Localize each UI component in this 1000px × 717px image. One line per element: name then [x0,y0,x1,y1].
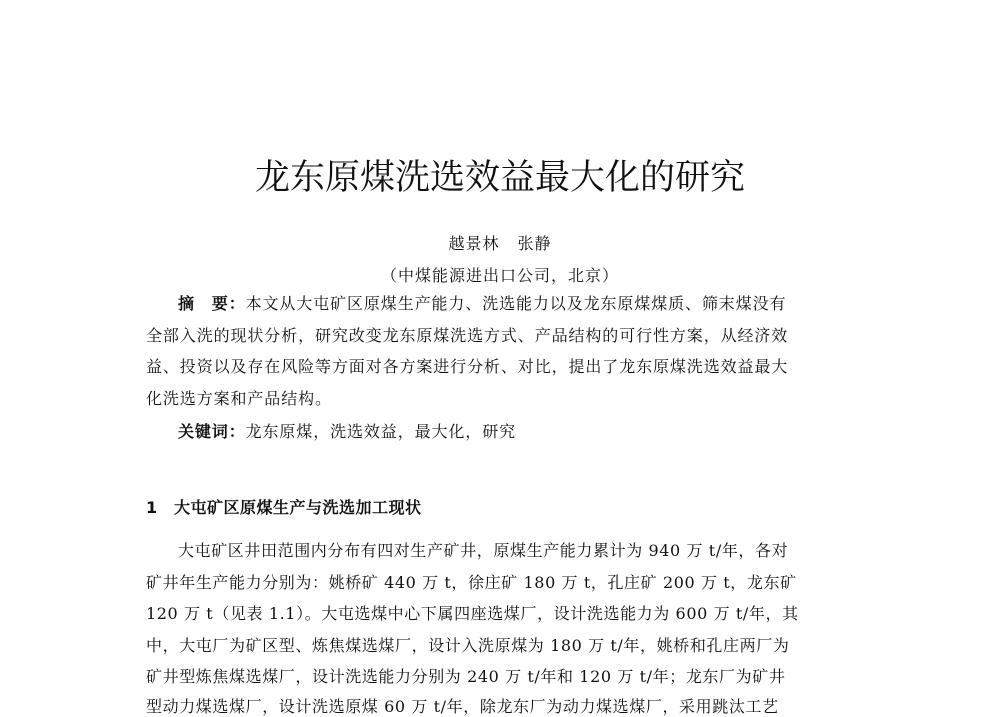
body-line: 型动力煤选煤厂，设计洗选原煤 60 万 t/年，除龙东厂为动力煤选煤厂，采用跳汰工艺 [146,697,779,716]
section-number: 1 [146,498,158,517]
body-line: 中，大屯厂为矿区型、炼焦煤选煤厂，设计入洗原煤为 180 万 t/年，姚桥和孔庄两厂为 [146,636,790,655]
body-line: 120 万 t（见表 1.1）。大屯选煤中心下属四座选煤厂，设计洗选能力为 600 万 t/年，其 [146,604,799,623]
abstract-line: 全部入洗的现状分析，研究改变龙东原煤洗选方式、产品结构的可行性方案，从经济效 [146,326,789,345]
body-line: 矿井型炼焦煤选煤厂，设计洗选能力分别为 240 万 t/年和 120 万 t/年；龙东厂为矿井 [146,667,786,686]
body-line: 大屯矿区井田范围内分布有四对生产矿井，原煤生产能力累计为 940 万 t/年，各对 [178,541,789,560]
keywords-text: 龙东原煤，洗选效益，最大化，研究 [245,422,517,441]
author-list [0,231,1000,254]
section-heading [146,495,422,518]
abstract-line: 益、投资以及存在风险等方面对各方案进行分析、对比，提出了龙东原煤洗选效益最大 [146,357,789,376]
author-name: 张静 [517,234,552,253]
author-name: 越景林 [448,234,500,253]
abstract-label: 摘 要： [178,294,246,313]
body-line: 矿井年生产能力分别为：姚桥矿 440 万 t，徐庄矿 180 万 t，孔庄矿 200 万 t，龙东矿 [146,573,797,592]
author-affiliation: （中煤能源进出口公司，北京） [380,266,619,285]
keywords-line [178,422,890,442]
keywords-label: 关键词： [178,422,246,441]
abstract-text: 本文从大屯矿区原煤生产能力、洗选能力以及龙东原煤煤质、筛末煤没有 [245,294,787,313]
abstract-line [178,294,858,314]
paper-title: 龙东原煤洗选效益最大化的研究 [254,158,745,198]
section-title: 大屯矿区原煤生产与洗选加工现状 [174,498,422,517]
abstract-line: 化洗选方案和产品结构。 [146,389,332,408]
